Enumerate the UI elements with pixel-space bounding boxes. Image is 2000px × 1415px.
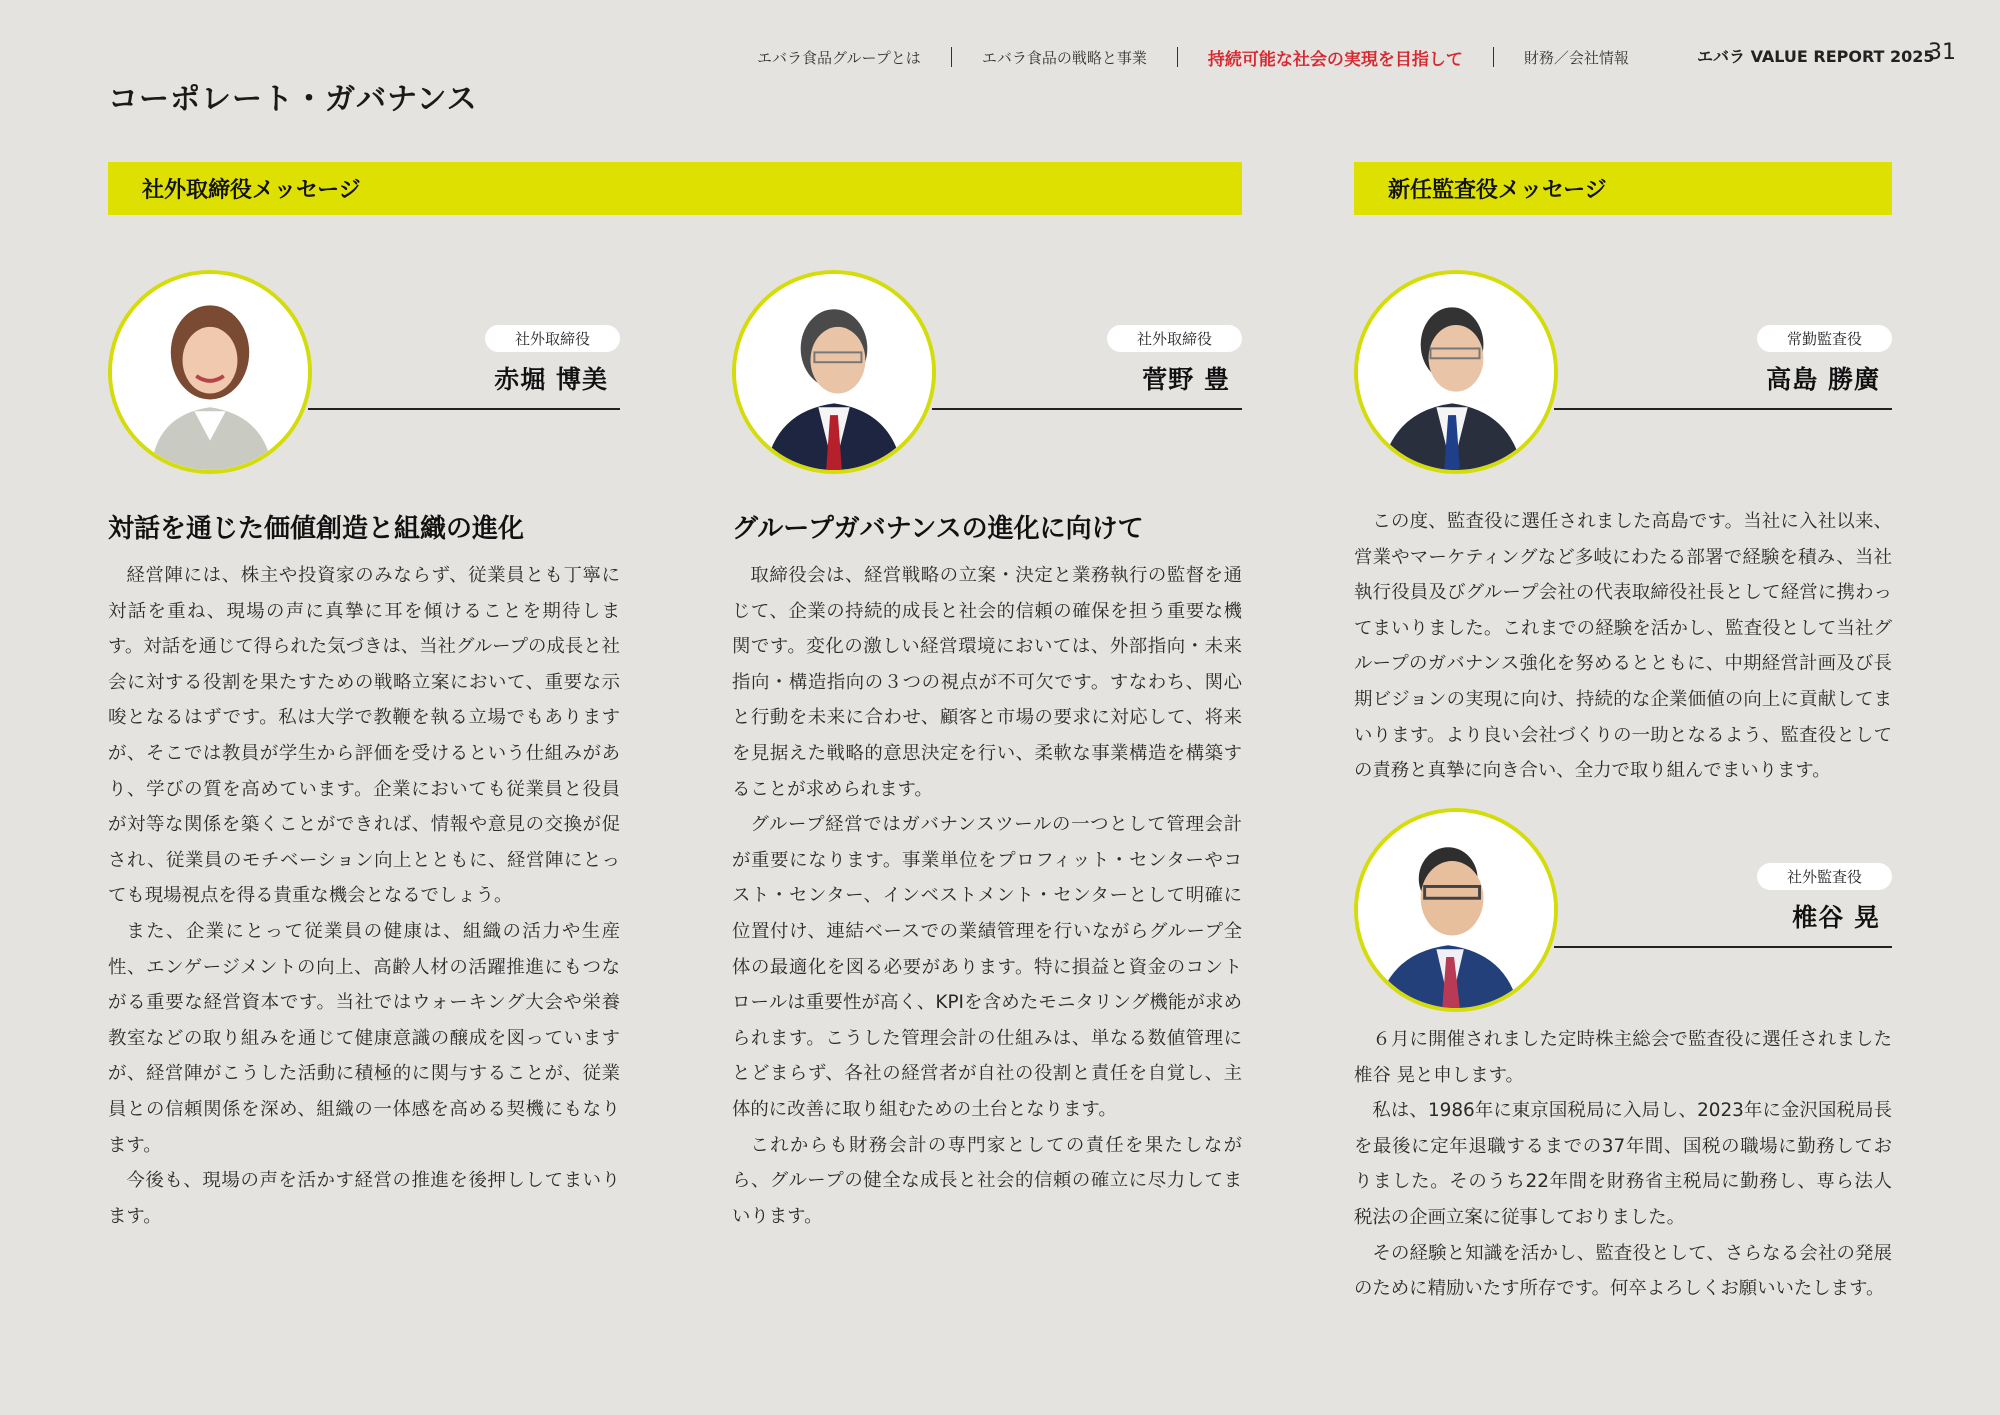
message-body: [732, 558, 1242, 1234]
portrait-photo: [1354, 270, 1558, 474]
nav-divider: [1493, 47, 1494, 67]
banner-label: 社外取締役メッセージ: [142, 178, 361, 203]
message-body: [108, 558, 620, 1234]
divider-line: [1554, 408, 1892, 410]
paragraph: 私は、1986年に東京国税局に入局し、2023年に金沢国税局長を最後に定年退職するまでの37年間、国税の職場に勤務しておりました。そのうち22年間を財務省主税局に勤務し、専ら法人税法の企画立案に従事しておりました。: [1354, 1100, 1892, 1228]
nav-divider: [951, 47, 952, 67]
page-number: 31: [1928, 40, 1956, 65]
profile-takashima: [1354, 270, 1892, 475]
nav-divider: [1177, 47, 1178, 67]
message-body: [1354, 504, 1892, 789]
nav-item-about[interactable]: エバラ食品グループとは: [757, 48, 921, 67]
message-body: [1354, 1022, 1892, 1307]
person-name: 赤堀 博美: [494, 365, 608, 394]
nav-item-financial[interactable]: 財務／会社情報: [1523, 48, 1629, 67]
person-photo-icon: [112, 274, 308, 470]
person-name: 高島 勝廣: [1766, 365, 1880, 394]
paragraph: この度、監査役に選任されました高島です。当社に入社以来、営業やマーケティングなど多岐にわたる部署で経験を積み、当社執行役員及びグループ会社の代表取締役社長として経営に携わってまいりました。これまでの経験を活かし、監査役として当社グループのガバナンス強化を努めるとともに、中期経営計画及び長期ビジョンの実現に向け、持続的な企業価値の向上に貢献してまいります。より良い会社づくりの一助となるよう、監査役としての責務と真摯に向き合い、全力で取り組んでまいります。: [1354, 511, 1892, 782]
outside-directors-banner: [108, 162, 1242, 215]
role-badge: 社外監査役: [1757, 863, 1892, 890]
paragraph: グループ経営ではガバナンスツールの一つとして管理会計が重要になります。事業単位をプロフィット・センターやコスト・センター、インベストメント・センターとして明確に位置付け、連結ベースでの業績管理を行いながらグループ全体の最適化を図る必要があります。特に損益と資金のコントロールは重要性が高く、KPIを含めたモニタリング機能が求められます。こうした管理会計の仕組みは、単なる数値管理にとどまらず、各社の経営者が自社の役割と責任を自覚し、主体的に改善に取り組むための土台となります。: [732, 814, 1242, 1120]
portrait-photo: [108, 270, 312, 474]
paragraph: 今後も、現場の声を活かす経営の推進を後押ししてまいります。: [108, 1170, 620, 1227]
person-photo-icon: [1358, 274, 1554, 470]
page-title: コーポレート・ガバナンス: [108, 82, 478, 117]
message-heading: 対話を通じた価値創造と組織の進化: [108, 514, 525, 544]
portrait-photo: [1354, 808, 1558, 1012]
paragraph: また、企業にとって従業員の健康は、組織の活力や生産性、エンゲージメントの向上、高齢人材の活躍推進にもつながる重要な経営資本です。当社ではウォーキング大会や栄養教室などの取り組みを通じて健康意識の醸成を図っていますが、経営陣がこうした活動に積極的に関与することが、従業員との信頼関係を深め、組織の一体感を高める契機にもなります。: [108, 920, 620, 1156]
profile-akahori: [108, 270, 620, 475]
section-nav: [757, 46, 1629, 68]
divider-line: [1554, 946, 1892, 948]
person-photo-icon: [736, 274, 932, 470]
new-auditors-banner: [1354, 162, 1892, 215]
paragraph: ６月に開催されました定時株主総会で監査役に選任されました椎谷 晃と申します。: [1354, 1029, 1892, 1086]
banner-label: 新任監査役メッセージ: [1388, 178, 1607, 203]
profile-sugano: [732, 270, 1242, 475]
role-badge: 社外取締役: [1107, 325, 1242, 352]
report-title: エバラ VALUE REPORT 2025: [1697, 47, 1935, 66]
paragraph: その経験と知識を活かし、監査役として、さらなる会社の発展のために精励いたす所存です。何卒よろしくお願いいたします。: [1354, 1242, 1892, 1300]
paragraph: 取締役会は、経営戦略の立案・決定と業務執行の監督を通じて、企業の持続的成長と社会的信頼の確保を担う重要な機関です。変化の激しい経営環境においては、外部指向・未来指向・構造指向の３つの視点が不可欠です。すなわち、関心と行動を未来に合わせ、顧客と市場の要求に対応して、将来を見据えた戦略的意思決定を行い、柔軟な事業構造を構築することが求められます。: [732, 565, 1242, 800]
profile-shiiya: [1354, 808, 1892, 1013]
role-badge: 常勤監査役: [1757, 325, 1892, 352]
person-name: 菅野 豊: [1142, 365, 1230, 394]
divider-line: [308, 408, 620, 410]
nav-item-sustainability[interactable]: 持続可能な社会の実現を目指して: [1207, 49, 1463, 70]
divider-line: [932, 408, 1242, 410]
person-photo-icon: [1358, 812, 1554, 1008]
paragraph: 経営陣には、株主や投資家のみならず、従業員とも丁寧に対話を重ね、現場の声に真摯に耳を傾けることを期待します。対話を通じて得られた気づきは、当社グループの成長と社会に対する役割を果たすための戦略立案において、重要な示唆となるはずです。私は大学で教鞭を執る立場でもありますが、そこでは教員が学生から評価を受けるという仕組みがあり、学びの質を高めています。企業においても従業員と役員が対等な関係を築くことができれば、情報や意見の交換が促され、従業員のモチベーション向上とともに、経営陣にとっても現場視点を得る貴重な機会となるでしょう。: [108, 565, 620, 907]
paragraph: これからも財務会計の専門家としての責任を果たしながら、グループの健全な成長と社会的信頼の確立に尽力してまいります。: [732, 1134, 1242, 1227]
role-badge: 社外取締役: [485, 325, 620, 352]
message-heading: グループガバナンスの進化に向けて: [732, 514, 1144, 544]
person-name: 椎谷 晃: [1792, 903, 1880, 932]
portrait-photo: [732, 270, 936, 474]
nav-item-strategy[interactable]: エバラ食品の戦略と事業: [981, 48, 1147, 67]
